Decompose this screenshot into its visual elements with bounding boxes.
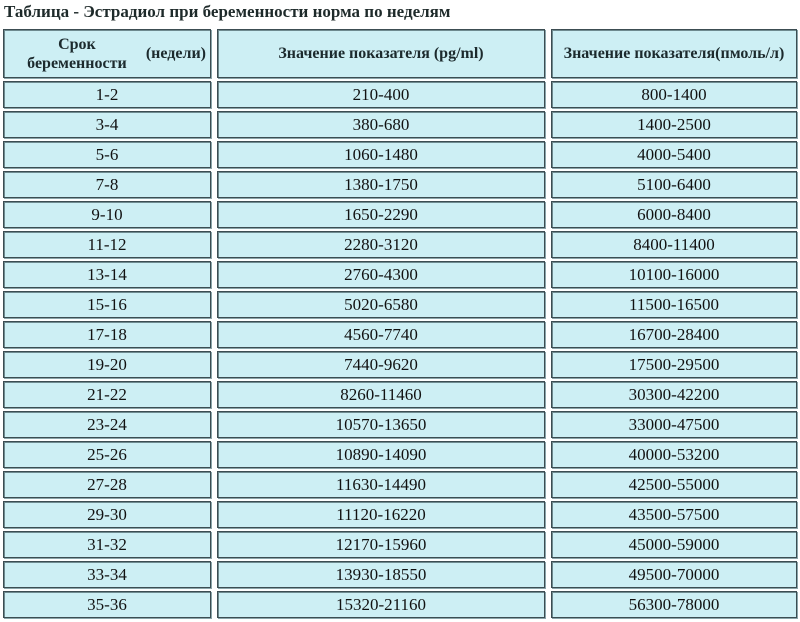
pgml-cell: 7440-9620 xyxy=(217,351,545,378)
week-cell: 35-36 xyxy=(3,591,211,618)
estradiol-table xyxy=(0,28,800,620)
week-cell: 27-28 xyxy=(3,471,211,498)
week-cell: 3-4 xyxy=(3,111,211,138)
pgml-cell: 13930-18550 xyxy=(217,561,545,588)
pgml-cell: 2280-3120 xyxy=(217,231,545,258)
header-pmol xyxy=(551,29,797,78)
pmol-cell: 49500-70000 xyxy=(551,561,797,588)
pgml-cell: 210-400 xyxy=(217,81,545,108)
week-cell: 23-24 xyxy=(3,411,211,438)
pgml-cell: 4560-7740 xyxy=(217,321,545,348)
week-cell: 15-16 xyxy=(3,291,211,318)
pgml-cell: 12170-15960 xyxy=(217,531,545,558)
pmol-cell: 45000-59000 xyxy=(551,531,797,558)
week-cell: 7-8 xyxy=(3,171,211,198)
pmol-cell: 33000-47500 xyxy=(551,411,797,438)
pmol-cell: 17500-29500 xyxy=(551,351,797,378)
pgml-cell: 10570-13650 xyxy=(217,411,545,438)
pgml-cell: 15320-21160 xyxy=(217,591,545,618)
pmol-cell: 43500-57500 xyxy=(551,501,797,528)
week-cell: 5-6 xyxy=(3,141,211,168)
header-week-line1: Срок беременности xyxy=(27,35,127,72)
pgml-cell: 1380-1750 xyxy=(217,171,545,198)
week-cell: 19-20 xyxy=(3,351,211,378)
pmol-cell: 16700-28400 xyxy=(551,321,797,348)
pmol-cell: 1400-2500 xyxy=(551,111,797,138)
pgml-cell: 11120-16220 xyxy=(217,501,545,528)
week-cell: 25-26 xyxy=(3,441,211,468)
header-pmol-line1: Значение показателя xyxy=(563,45,716,62)
pgml-cell: 1060-1480 xyxy=(217,141,545,168)
pmol-cell: 10100-16000 xyxy=(551,261,797,288)
pmol-cell: 56300-78000 xyxy=(551,591,797,618)
pmol-cell: 40000-53200 xyxy=(551,441,797,468)
pgml-cell: 10890-14090 xyxy=(217,441,545,468)
header-week xyxy=(3,29,211,78)
pmol-cell: 5100-6400 xyxy=(551,171,797,198)
pgml-cell: 1650-2290 xyxy=(217,201,545,228)
week-cell: 17-18 xyxy=(3,321,211,348)
week-cell: 33-34 xyxy=(3,561,211,588)
pgml-cell: 380-680 xyxy=(217,111,545,138)
pmol-cell: 11500-16500 xyxy=(551,291,797,318)
week-cell: 21-22 xyxy=(3,381,211,408)
pgml-cell: 8260-11460 xyxy=(217,381,545,408)
header-pgml-label: Значение показателя (pg/ml) xyxy=(278,45,484,62)
week-cell: 9-10 xyxy=(3,201,211,228)
pmol-cell: 42500-55000 xyxy=(551,471,797,498)
header-pgml xyxy=(217,29,545,78)
pmol-cell: 8400-11400 xyxy=(551,231,797,258)
week-cell: 11-12 xyxy=(3,231,211,258)
week-cell: 13-14 xyxy=(3,261,211,288)
week-cell: 31-32 xyxy=(3,531,211,558)
pgml-cell: 2760-4300 xyxy=(217,261,545,288)
pmol-cell: 800-1400 xyxy=(551,81,797,108)
pmol-cell: 6000-8400 xyxy=(551,201,797,228)
pmol-cell: 30300-42200 xyxy=(551,381,797,408)
pgml-cell: 5020-6580 xyxy=(217,291,545,318)
pmol-cell: 4000-5400 xyxy=(551,141,797,168)
week-cell: 1-2 xyxy=(3,81,211,108)
page-title: Таблица - Эстрадиол при беременности норма по неделям xyxy=(4,2,451,21)
header-week-line2: (недели) xyxy=(145,45,206,62)
week-cell: 29-30 xyxy=(3,501,211,528)
pgml-cell: 11630-14490 xyxy=(217,471,545,498)
header-pmol-line2: (пмоль/л) xyxy=(715,45,785,62)
